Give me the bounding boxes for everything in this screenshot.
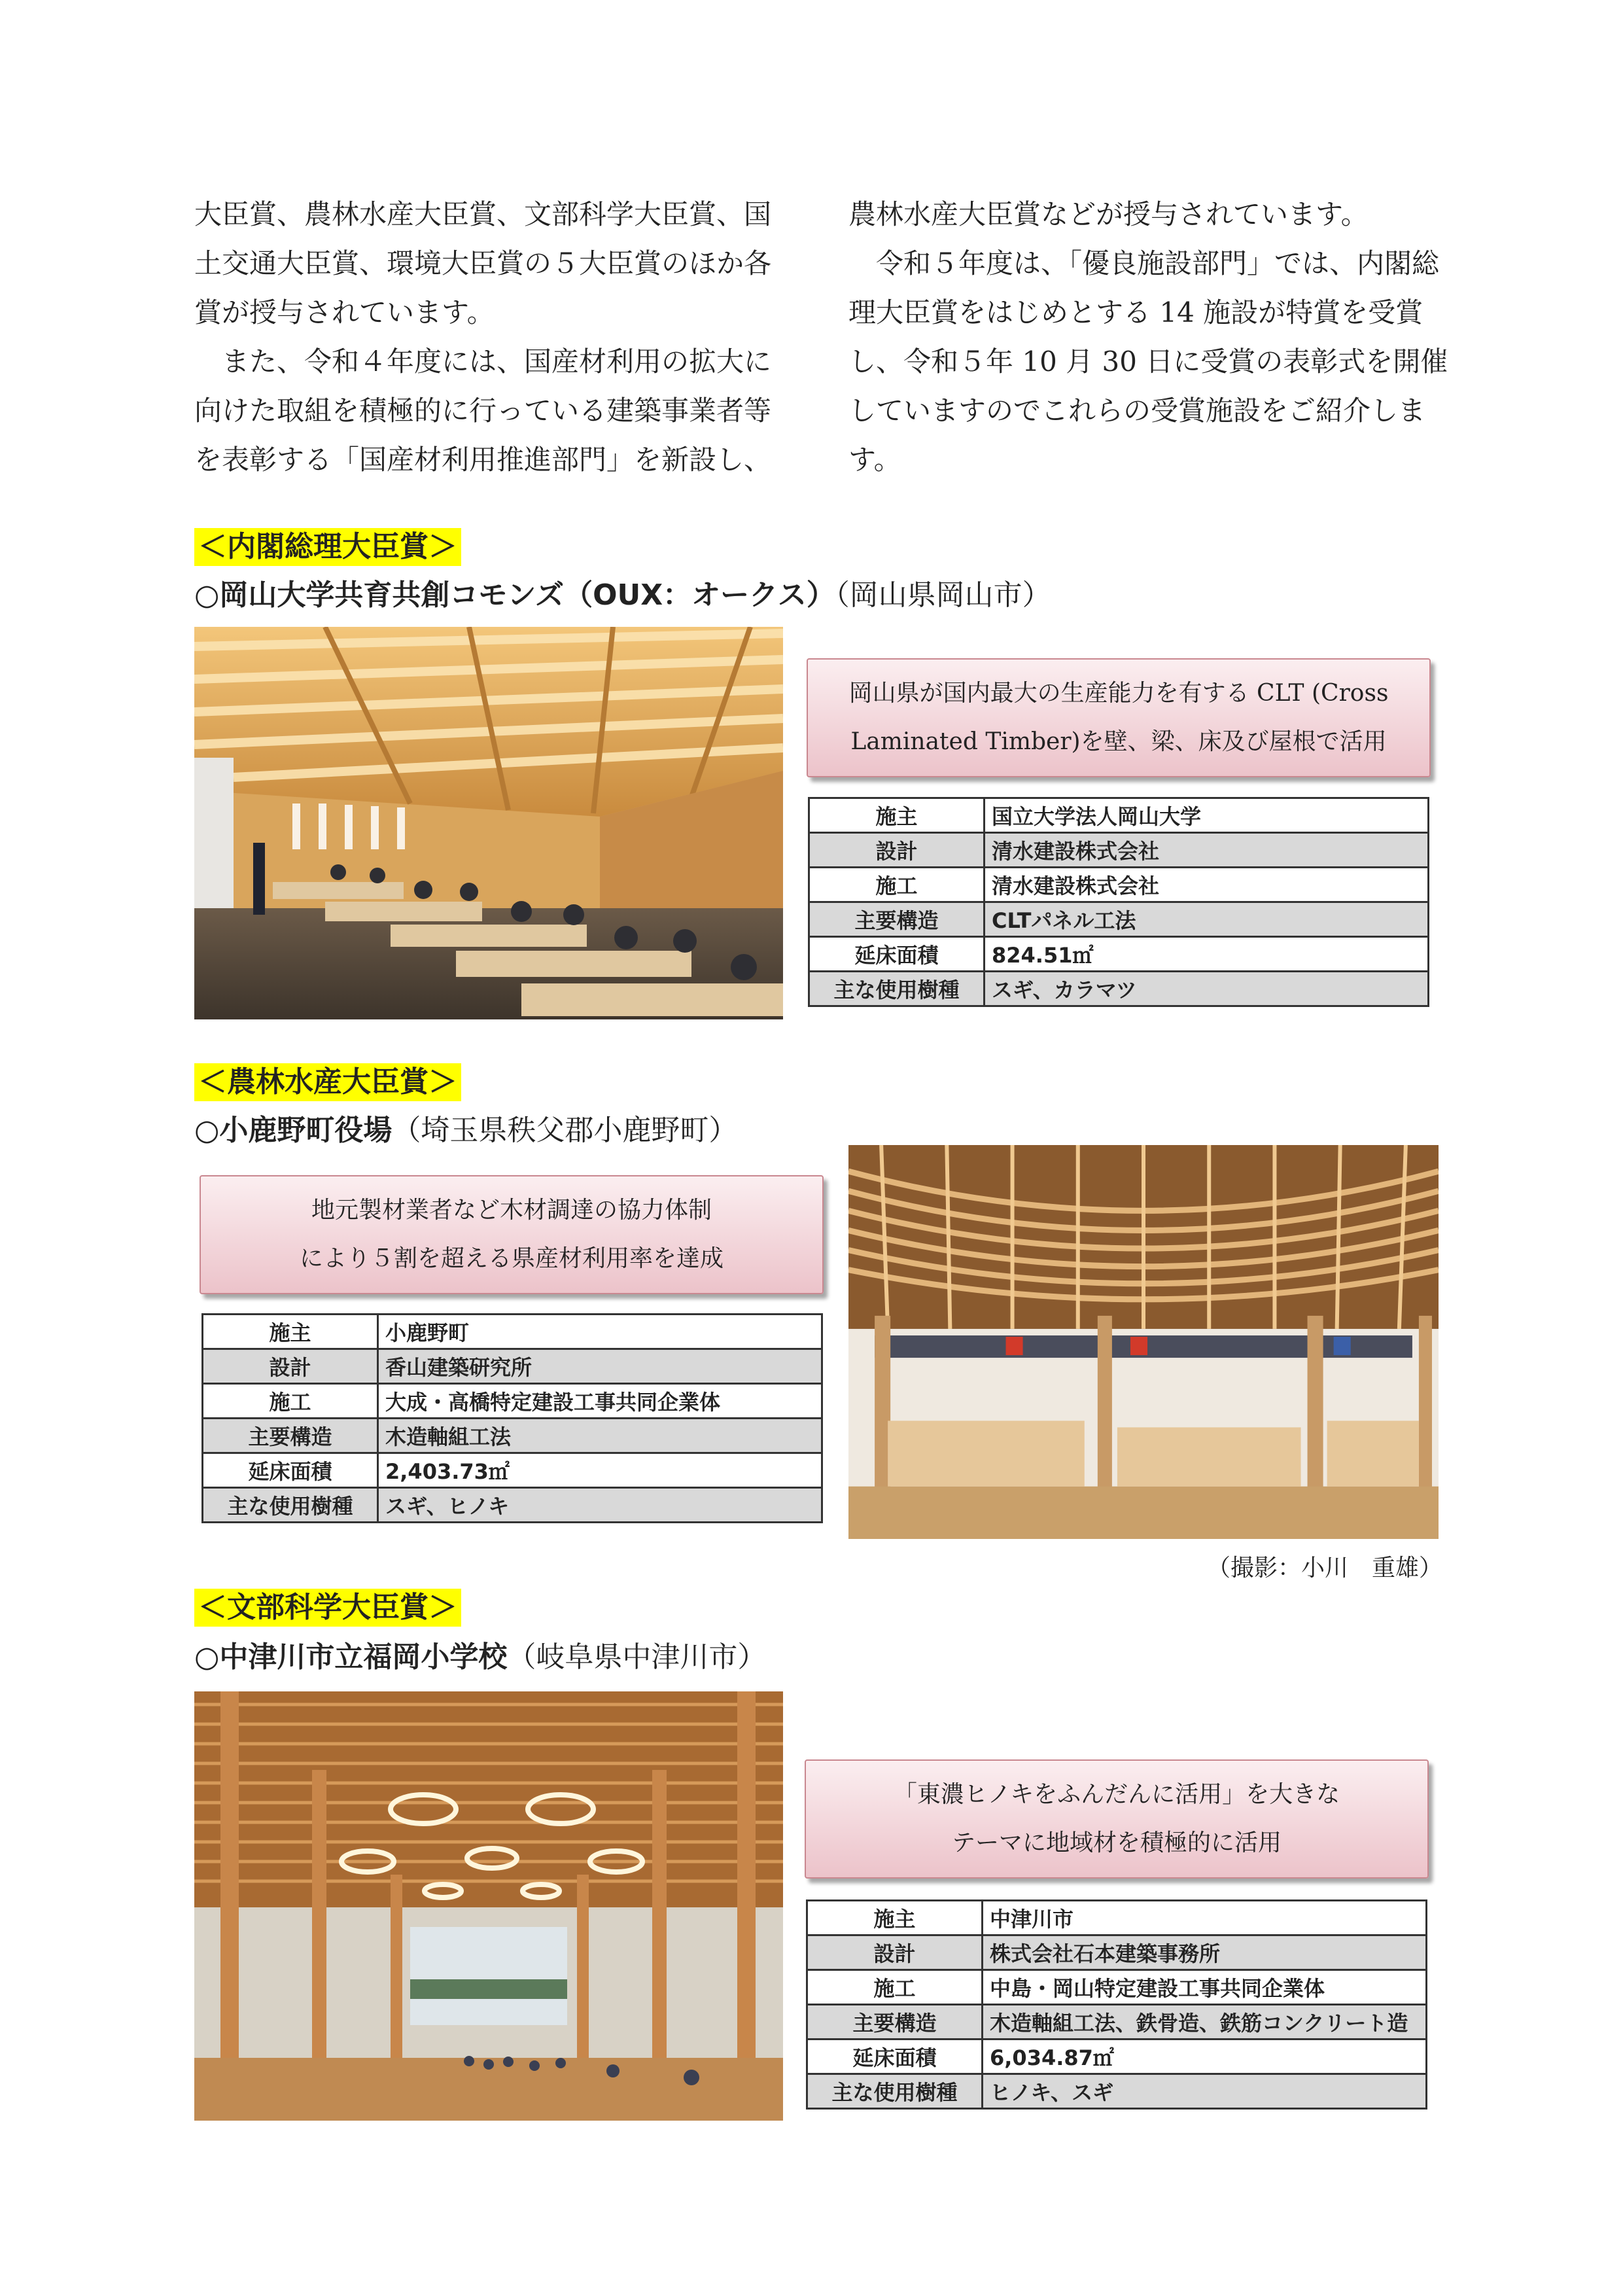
table-row [809,798,1429,833]
spec-key: 施主 [203,1315,378,1349]
award-heading: ＜文部科学大臣賞＞ [194,1589,461,1627]
spec-key: 主要構造 [203,1419,378,1453]
spec-key: 主要構造 [807,2005,983,2040]
spec-key: 延床面積 [807,2040,983,2074]
table-row [807,2074,1427,2109]
intro-paragraph: 農林水産大臣賞などが授与されています。 [848,198,1369,230]
highlight-callout [805,1759,1429,1879]
spec-key: 施工 [203,1384,378,1419]
callout-line: により５割を超える県産材利用率を達成 [299,1245,724,1272]
facility-location: （岡山県岡山市） [835,578,1051,612]
table-row [807,1935,1427,1970]
spec-value: 小鹿野町 [378,1315,822,1349]
lecture-hall-photo [194,627,783,1019]
table-row [807,2005,1427,2040]
callout-line: Laminated Timber)を壁、梁、床及び屋根で活用 [850,728,1387,755]
table-row [809,868,1429,902]
facility-title: ○小鹿野町役場 [194,1114,393,1147]
intro-left-column [194,190,796,484]
spec-key: 延床面積 [809,937,985,972]
spec-key: 設計 [203,1349,378,1384]
intro-right-column [848,190,1450,484]
spec-key: 主要構造 [809,902,985,937]
spec-value: 清水建設株式会社 [985,833,1429,868]
spec-key: 施工 [809,868,985,902]
facility-name [194,576,1051,615]
table-row [203,1384,822,1419]
spec-value: 清水建設株式会社 [985,868,1429,902]
facility-name [194,1111,737,1150]
table-row [203,1315,822,1349]
table-row [807,1901,1427,1935]
spec-value: 824.51㎡ [985,937,1429,972]
facility-location: （埼玉県秩父郡小鹿野町） [392,1114,738,1147]
spec-key: 施主 [809,798,985,833]
table-row [809,972,1429,1006]
award-heading: ＜内閣総理大臣賞＞ [194,528,461,566]
spec-value: CLTパネル工法 [985,902,1429,937]
town-hall-photo [848,1145,1439,1539]
spec-key: 設計 [809,833,985,868]
award-heading: ＜農林水産大臣賞＞ [194,1063,461,1101]
photo-credit: （撮影：小川 重雄） [1207,1555,1443,1581]
facility-title: ○岡山大学共育共創コモンズ（OUX：オークス） [194,578,835,612]
facility-title: ○中津川市立福岡小学校 [194,1640,508,1674]
spec-value: スギ、ヒノキ [378,1488,822,1523]
table-row [203,1453,822,1488]
facility-location: （岐阜県中津川市） [507,1640,767,1674]
callout-line: 「東濃ヒノキをふんだんに活用」を大きな [893,1781,1340,1808]
spec-value: 6,034.87㎡ [983,2040,1427,2074]
school-hall-photo [194,1691,783,2121]
intro-paragraph: 大臣賞、農林水産大臣賞、文部科学大臣賞、国土交通大臣賞、環境大臣賞の５大臣賞のほか各賞が授与されています。 [194,198,772,328]
spec-value: 株式会社石本建築事務所 [983,1935,1427,1970]
spec-key: 施主 [807,1901,983,1935]
spec-value: 中津川市 [983,1901,1427,1935]
spec-value: 2,403.73㎡ [378,1453,822,1488]
callout-line: 岡山県が国内最大の生産能力を有する CLT (Cross [848,680,1389,707]
table-row [807,1970,1427,2005]
spec-value: 大成・高橋特定建設工事共同企業体 [378,1384,822,1419]
table-row [807,2040,1427,2074]
highlight-callout [200,1175,824,1294]
spec-value: 木造軸組工法、鉄骨造、鉄筋コンクリート造 [983,2005,1427,2040]
spec-value: 香山建築研究所 [378,1349,822,1384]
table-row [203,1349,822,1384]
highlight-callout [807,658,1431,777]
spec-value: スギ、カラマツ [985,972,1429,1006]
spec-key: 主な使用樹種 [203,1488,378,1523]
spec-value: 木造軸組工法 [378,1419,822,1453]
callout-line: テーマに地域材を積極的に活用 [951,1829,1282,1856]
table-row [809,833,1429,868]
intro-paragraph: また、令和４年度には、国産材利用の拡大に向けた取組を積極的に行っている建築事業者等を表彰する「国産材利用推進部門」を新設し、 [194,345,772,476]
spec-value: 中島・岡山特定建設工事共同企業体 [983,1970,1427,2005]
table-row [203,1419,822,1453]
facility-spec-table [806,1899,1427,2110]
facility-name [194,1638,766,1677]
callout-line: 地元製材業者など木材調達の協力体制 [311,1197,712,1224]
spec-value: ヒノキ、スギ [983,2074,1427,2109]
table-row [809,937,1429,972]
spec-value: 国立大学法人岡山大学 [985,798,1429,833]
spec-key: 延床面積 [203,1453,378,1488]
facility-spec-table [201,1313,823,1523]
intro-paragraph: 令和５年度は、「優良施設部門」では、内閣総理大臣賞をはじめとする 14 施設が特賞を受賞し、令和５年 10 月 30 日に受賞の表彰式を開催していますのでこれらの受賞施設をご紹介します。 [848,247,1448,476]
spec-key: 設計 [807,1935,983,1970]
facility-spec-table [808,797,1429,1007]
spec-key: 施工 [807,1970,983,2005]
spec-key: 主な使用樹種 [809,972,985,1006]
table-row [809,902,1429,937]
table-row [203,1488,822,1523]
spec-key: 主な使用樹種 [807,2074,983,2109]
